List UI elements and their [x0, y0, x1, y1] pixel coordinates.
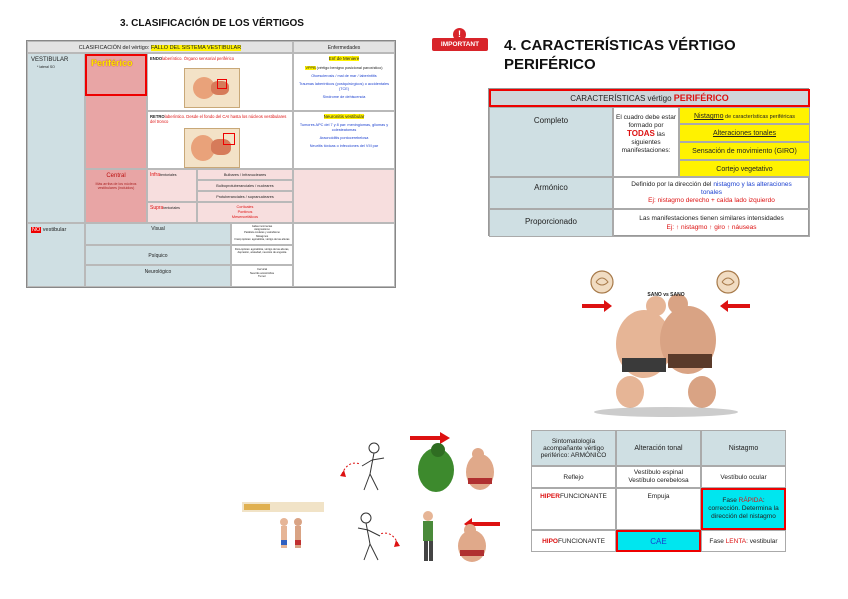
t3-hiper: HIPERFUNCIONANTE: [531, 488, 616, 530]
posture-diagram-image: [240, 500, 326, 562]
hulk-vs-sumo-image: [410, 430, 505, 496]
ear-anatomy-image: [184, 68, 240, 108]
characteristics-header: CARACTERÍSTICAS vértigo PERIFÉRICO: [489, 89, 810, 107]
t3-hiper-tonal: Empuja: [616, 488, 701, 530]
proporcionado-desc: Las manifestaciones tienen similares intensidades Ej: ↑ nistagmo ↑ giro ↑ náuseas: [613, 209, 810, 237]
infra-cell: Infratentoriales: [147, 169, 197, 202]
retro-diseases: Neuronitis vestibular Tumores APC del 7 y 8 par: meningiomas, gliomas y colesteatomas Aracnoiditis pontocerebelosa Neuritis tóxicas o infecciones del VIII par: [293, 111, 395, 169]
central-diseases: [293, 169, 395, 223]
infra-item-1: Bulbares / Infranucleares: [197, 169, 293, 180]
armonico-table: [531, 430, 786, 552]
characteristics-table: [488, 88, 809, 236]
visual-desc: Gafas incorrectas Astigmatismo Parálisis oculares y estrabismo Nistagmos Fisiop ópticas: agorafobia, vértigo de las alturas: [231, 223, 293, 245]
endo-diseases: Enf de Meniere VPPB (vértigo benigno posicional paroxístico) Otoesclerosis / mal de mar / laberintitis Traumas laberínticos (postquirúrgicos) o accidentales (TCE) Síndrome de dehiscencia: [293, 53, 395, 111]
endo-cell: ENDOlaberíntico. Órgano sensorial periférico: [147, 53, 293, 111]
slide1-title: 3. CLASIFICACIÓN DE LOS VÉRTIGOS: [120, 18, 304, 29]
stick-figure-image-2: [336, 500, 406, 566]
t3-header-3: Nistagmo: [701, 430, 786, 466]
giro-item: Sensación de movimiento (GIRO): [679, 142, 810, 160]
t3-header-2: Alteración tonal: [616, 430, 701, 466]
armonico-desc: Definido por la dirección del nistagmo y las alteraciones tonales Ej: nistagmo derecho + caída lado izquierdo: [613, 177, 810, 209]
golfer-vs-sumo-image: [410, 500, 505, 566]
psiquico-cell: Psíquico: [85, 245, 231, 265]
t3-reflejo-nist: Vestíbulo ocular: [701, 466, 786, 488]
important-badge: [432, 28, 488, 58]
infra-item-3: Protuberanciales / supranucleares: [197, 191, 293, 202]
sumo-illustration: [582, 266, 750, 418]
inner-ear-marker: [217, 79, 227, 89]
important-label: IMPORTANT: [432, 38, 488, 51]
vestibular-cell: VESTIBULAR * lateral SO: [27, 53, 85, 223]
armonico-label: Armónico: [489, 177, 613, 209]
t3-header-1: Sintomatología acompañante vértigo periférico: ARMÓNICO: [531, 430, 616, 466]
slide2-title: 4. CARACTERÍSTICAS VÉRTIGO PERIFÉRICO: [504, 37, 736, 73]
infra-item-2: Bulboprotuberanciales / nucleares: [197, 180, 293, 191]
exclamation-icon: !: [453, 28, 466, 41]
completo-desc: El cuadro debe estar formado por TODAS las siguientes manifestaciones:: [613, 107, 679, 177]
table-header: CLASIFICACIÓN del vértigo: FALLO DEL SISTEMA VESTIBULAR: [27, 41, 293, 53]
t3-hipo-tonal: CAE: [616, 530, 701, 552]
no-vestibular-cell: NO vestibular: [27, 223, 85, 287]
neurologico-desc: Cervical Neuritis amiotrófica Tumor: [231, 265, 293, 287]
psiquico-desc: Fisio-ópticas: agorafobia, vértigo de las alturas, depresión, ansiedad, neurosis de angustia: [231, 245, 293, 265]
nistagmo-item: Nistagmo de características periféricas: [679, 107, 810, 124]
diseases-header: Enfermedades: [293, 41, 395, 53]
t3-hiper-nist: Fase RÁPIDA: corrección. Determina la dirección del nistagmo: [701, 488, 786, 530]
completo-label: Completo: [489, 107, 613, 177]
t3-hipo-nist: Fase LENTA: vestibular: [701, 530, 786, 552]
periferico-highlight-box: Periférico: [85, 54, 147, 96]
sumo-caption: SANO vs SANO: [647, 292, 685, 298]
ear-retro-image: [184, 128, 240, 168]
retro-cell: RETROlaberíntico. Desde el fondo del CAI hasta los núcleos vestibulares del tronco: [147, 111, 293, 169]
t3-reflejo: Reflejo: [531, 466, 616, 488]
supra-items: Corticales Pontinos Mesencefálicos: [197, 202, 293, 223]
central-cell: Central Más arriba de los núcleos vestibulares (incluidos): [85, 169, 147, 223]
visual-cell: Visual: [85, 223, 231, 245]
nerve-marker: [223, 133, 235, 145]
t3-hipo: HIPOFUNCIONANTE: [531, 530, 616, 552]
no-vestibular-diseases: [293, 223, 395, 287]
proporcionado-label: Proporcionado: [489, 209, 613, 237]
classification-table: [26, 40, 396, 288]
t3-reflejo-tonal: Vestíbulo espinal Vestíbulo cerebelosa: [616, 466, 701, 488]
supra-cell: Supratentoriales: [147, 202, 197, 223]
vegetativo-item: Cortejo vegetativo: [679, 160, 810, 177]
neurologico-cell: Neurológico: [85, 265, 231, 287]
tonal-item: Alteraciones tonales: [679, 124, 810, 142]
stick-figure-image-1: [336, 430, 406, 496]
